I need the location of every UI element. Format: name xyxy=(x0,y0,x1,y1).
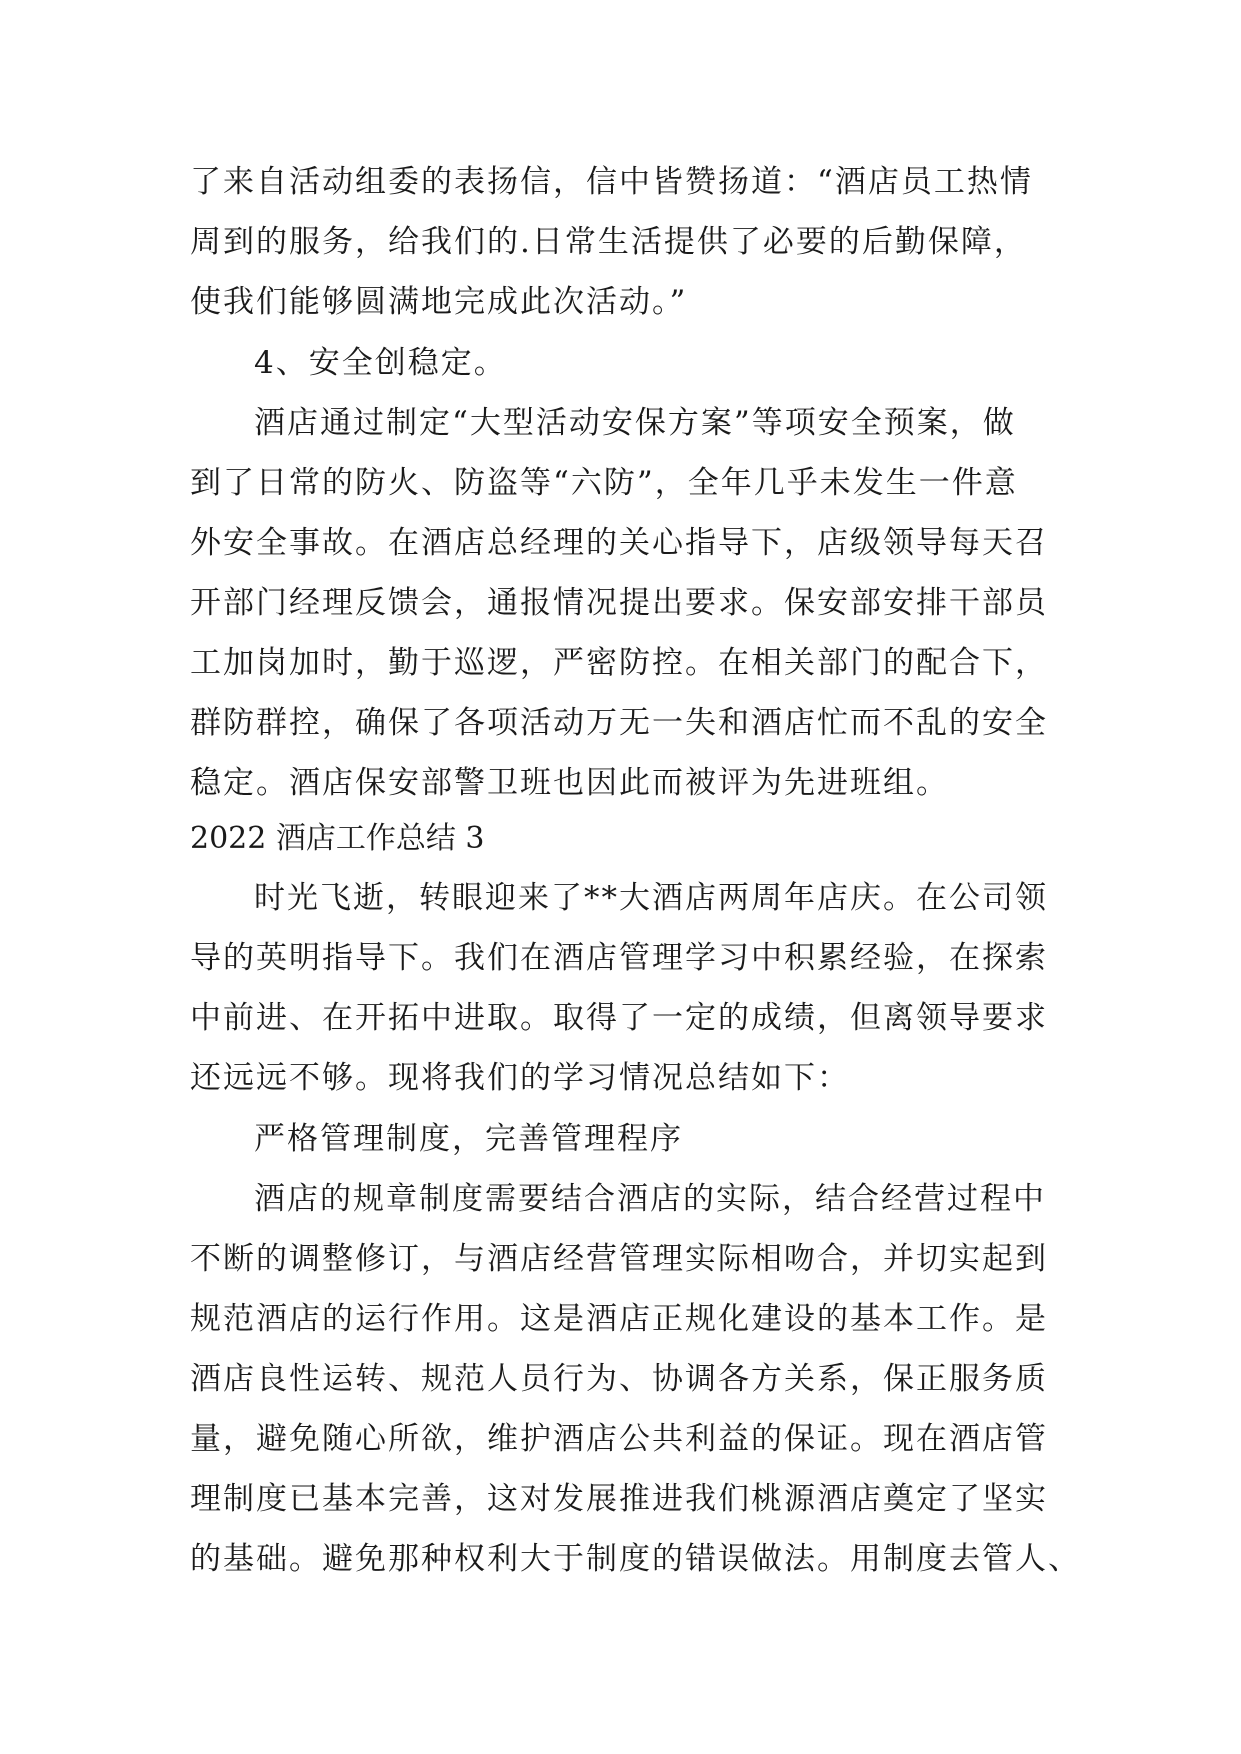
text-line-15: 中前进、在开拓中进取。取得了一定的成绩，但离领导要求 xyxy=(190,1000,1048,1036)
text-line-3: 使我们能够圆满地完成此次活动。” xyxy=(190,284,688,320)
text-line-16: 还远远不够。现将我们的学习情况总结如下： xyxy=(190,1060,850,1096)
text-line-19: 不断的调整修订，与酒店经营管理实际相吻合，并切实起到 xyxy=(190,1241,1048,1277)
text-line-11: 稳定。酒店保安部警卫班也因此而被评为先进班组。 xyxy=(190,765,949,801)
text-line-9: 工加岗加时，勤于巡逻，严密防控。在相关部门的配合下， xyxy=(190,645,1048,681)
section-item-4: 4、安全创稳定。 xyxy=(254,345,507,381)
paragraph-security-start: 酒店通过制定“大型活动安保方案”等项安全预案，做 xyxy=(254,405,1016,441)
text-line-1: 了来自活动组委的表扬信，信中皆赞扬道：“酒店员工热情 xyxy=(190,164,1033,200)
text-line-2: 周到的服务，给我们的.日常生活提供了必要的后勤保障， xyxy=(190,224,1027,260)
section-heading: 2022 酒店工作总结 3 xyxy=(190,821,485,856)
paragraph-rules-start: 酒店的规章制度需要结合酒店的实际，结合经营过程中 xyxy=(254,1181,1046,1217)
text-line-20: 规范酒店的运行作用。这是酒店正规化建设的基本工作。是 xyxy=(190,1301,1048,1337)
paragraph-intro-start: 时光飞逝，转眼迎来了**大酒店两周年店庆。在公司领 xyxy=(254,880,1048,916)
text-line-21: 酒店良性运转、规范人员行为、协调各方关系，保正服务质 xyxy=(190,1361,1048,1397)
text-line-23: 理制度已基本完善，这对发展推进我们桃源酒店奠定了坚实 xyxy=(190,1481,1048,1517)
text-line-6: 到了日常的防火、防盗等“六防”，全年几乎未发生一件意 xyxy=(190,465,1018,501)
text-line-24: 的基础。避免那种权利大于制度的错误做法。用制度去管人、 xyxy=(190,1541,1081,1577)
subsection-title: 严格管理制度，完善管理程序 xyxy=(254,1121,683,1157)
text-line-8: 开部门经理反馈会，通报情况提出要求。保安部安排干部员 xyxy=(190,585,1048,621)
text-line-7: 外安全事故。在酒店总经理的关心指导下，店级领导每天召 xyxy=(190,525,1048,561)
text-line-22: 量，避免随心所欲，维护酒店公共利益的保证。现在酒店管 xyxy=(190,1421,1048,1457)
text-line-14: 导的英明指导下。我们在酒店管理学习中积累经验，在探索 xyxy=(190,940,1048,976)
text-line-10: 群防群控，确保了各项活动万无一失和酒店忙而不乱的安全 xyxy=(190,705,1048,741)
